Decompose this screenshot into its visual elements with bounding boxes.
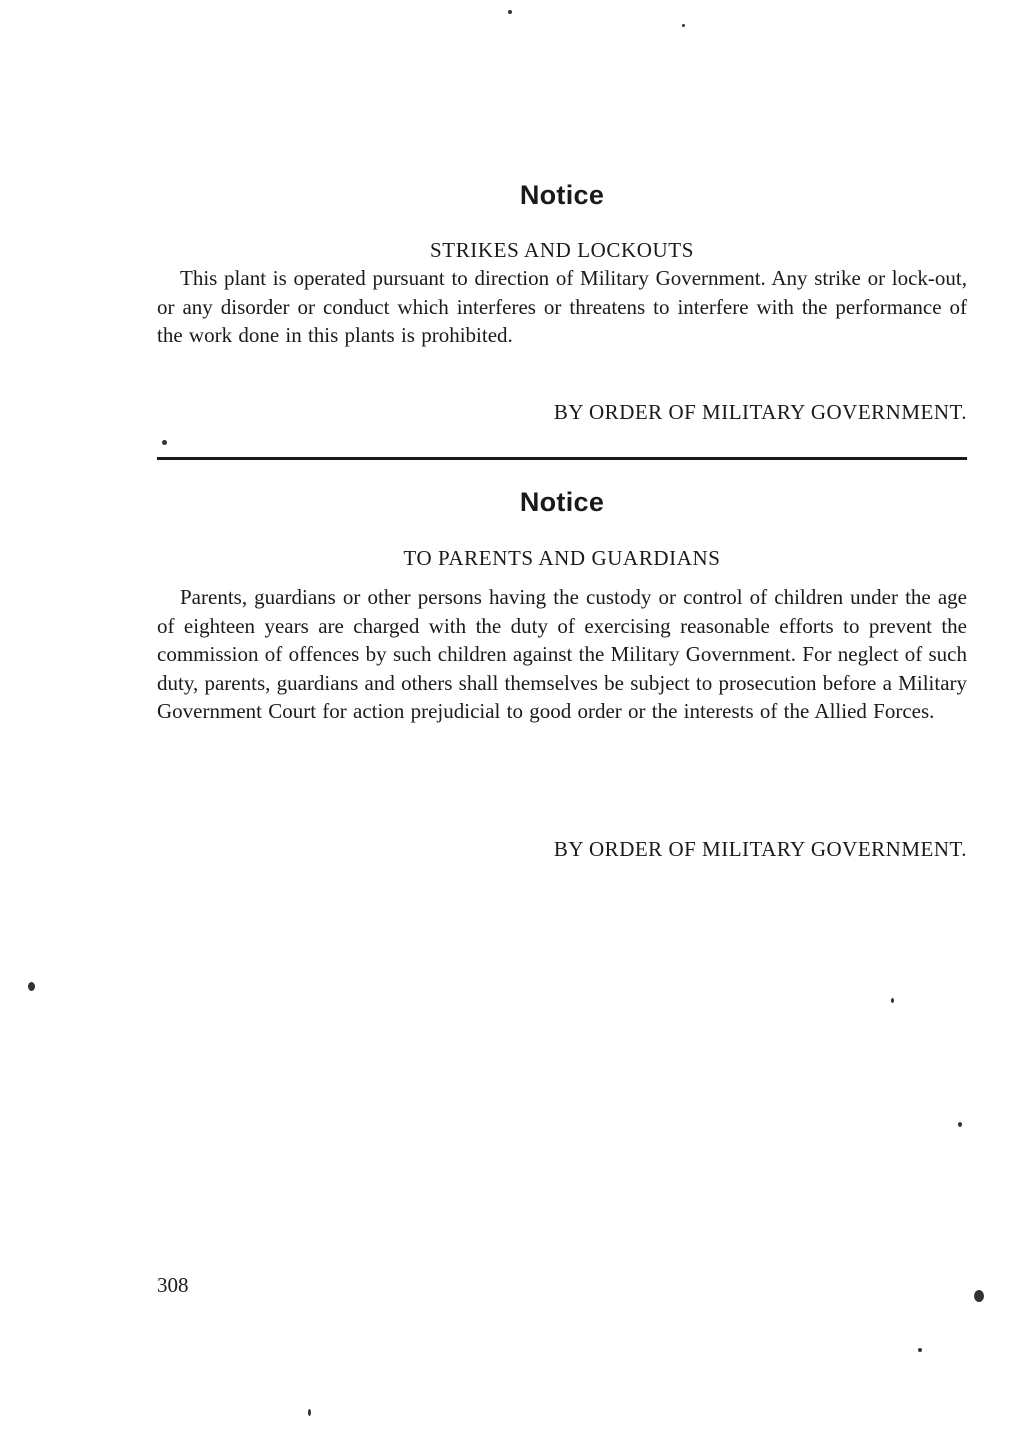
scan-speck [162,440,167,445]
notice-signature-parents: BY ORDER OF MILITARY GOVERNMENT. [553,837,967,861]
notice-body-parents: Parents, guardians or other persons having the custody or control of children under the age of eighteen years are charged with the duty of exercising reasonable efforts to prevent the commission of offences by such children against the Military Government. For neglect of such duty, parents, guardians and others shall themselves be subject to prosecution before a Military Government Court for action prejudicial to good order or the interests of the Allied Forces. [157,585,968,723]
notice-title-parents: Notice [519,487,605,517]
scan-speck [508,10,512,14]
scan-speck [958,1122,962,1127]
notice-body-strikes: This plant is operated pursuant to direction of Military Government. Any strike or lock-out, or any disorder or conduct which interferes or threatens to interfere with the performance of the work done in this plants is prohibited. [157,266,967,347]
notice-signature-strikes: BY ORDER OF MILITARY GOVERNMENT. [553,400,967,424]
scan-speck [28,982,35,991]
scan-speck [682,24,685,27]
notice-subtitle-parents: TO PARENTS AND GUARDIANS [403,546,721,570]
page-number: 308 [157,1273,189,1297]
scan-speck [974,1290,984,1302]
scan-speck [308,1409,311,1416]
notice-title-strikes: Notice [519,180,605,210]
scan-speck [918,1348,922,1352]
notice-subtitle-strikes: STRIKES AND LOCKOUTS [429,238,695,262]
section-divider [157,457,967,460]
scan-speck [891,998,894,1003]
